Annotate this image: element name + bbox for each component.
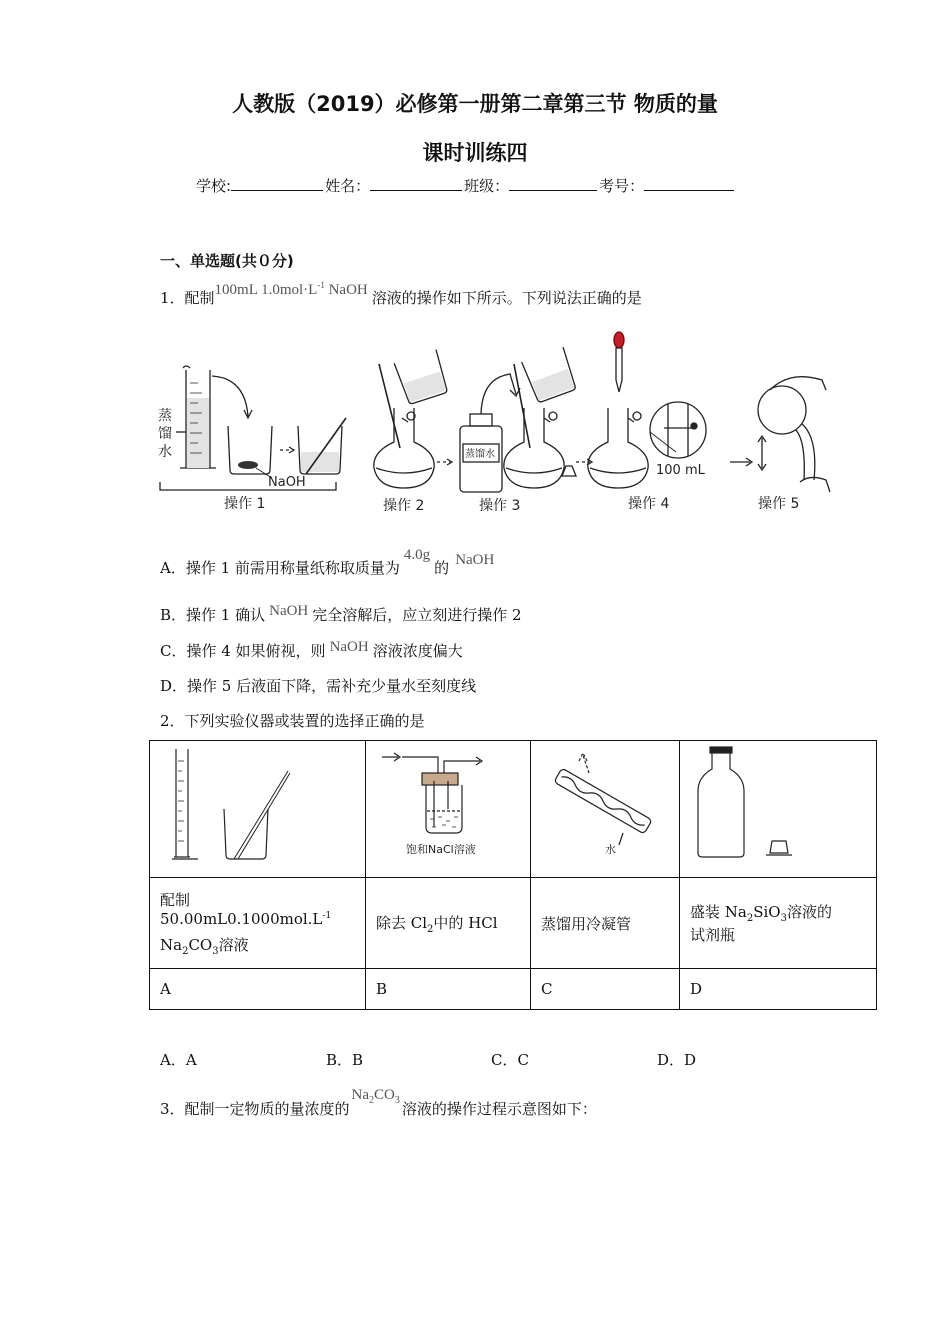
school-field[interactable] [231, 176, 323, 191]
q1-option-b[interactable]: B．操作 1 确认 NaOH 完全溶解后，应立刻进行操作 2 [160, 603, 522, 624]
section-heading: 一、单选题(共０分) [160, 252, 294, 270]
q2-choice-b[interactable]: B．B [326, 1051, 364, 1069]
number-label: 考号： [599, 177, 645, 195]
fig-water-label-1: 蒸 [158, 408, 172, 424]
fig-step-2: 操作 2 [383, 498, 425, 514]
document-title: 人教版（2019）必修第一册第二章第三节 物质的量 [232, 92, 718, 116]
q2-cell-a: 配制 $50.00mL0.1000mol.L^{-1}$ $Na_2CO_3$溶液 [150, 878, 366, 969]
q2-choice-c[interactable]: C．C [491, 1051, 529, 1069]
q2-image-d [680, 741, 877, 878]
q1-a-formula: NaOH [455, 552, 495, 568]
class-label: 班级： [464, 177, 510, 195]
question-1 [160, 280, 642, 308]
q2-label-b: B [366, 969, 531, 1010]
q1-procedure-figure [150, 328, 840, 523]
q2-c-caption: 水 [605, 843, 616, 856]
q2-image-a [150, 741, 366, 878]
fig-step-5: 操作 5 [758, 496, 800, 512]
q2-b-caption: 饱和NaCl溶液 [406, 843, 476, 856]
fig-bottle-label: 蒸馏水 [465, 449, 495, 460]
q1-a-mass: 4.0g [403, 547, 431, 563]
q2-cell-b: 除去 $Cl_2$中的 HCl [366, 878, 531, 969]
q2-choice-d[interactable]: D．D [657, 1051, 697, 1069]
fig-step-3: 操作 3 [479, 498, 521, 514]
fig-volume-label: 100 mL [656, 463, 705, 478]
fig-step-4: 操作 4 [628, 496, 670, 512]
q3-formula: $Na_2CO_3$ [351, 1087, 400, 1106]
q1-b-formula: NaOH [269, 603, 309, 619]
q1-option-a[interactable]: A．操作 1 前需用称量纸称取质量为4.0g的 NaOH [160, 547, 495, 577]
student-info-line [196, 175, 736, 196]
q2-cell-c: 蒸馏用冷凝管 [531, 878, 680, 969]
q2-label-c: C [531, 969, 680, 1010]
document-subtitle: 课时训练四 [422, 141, 528, 165]
q1-formula: 100mL $1.0mol\cdot L^{-1}$ NaOH [214, 280, 368, 298]
number-field[interactable] [644, 176, 734, 191]
q1-number: 1．配制 [160, 289, 215, 307]
q2-apparatus-table [149, 740, 877, 1010]
q1-c-formula: NaOH [329, 639, 369, 655]
school-label: 学校: [196, 177, 232, 195]
q2-label-d: D [680, 969, 877, 1010]
q2-choice-a[interactable]: A．A [160, 1051, 197, 1069]
q2-cell-d: 盛装 $Na_2SiO_3$溶液的 试剂瓶 [680, 878, 877, 969]
q1-option-d[interactable]: D．操作 5 后液面下降，需补充少量水至刻度线 [160, 677, 477, 695]
name-label: 姓名： [325, 177, 371, 195]
fig-water-label-3: 水 [158, 444, 172, 460]
question-2: 2．下列实验仪器或装置的选择正确的是 [160, 712, 425, 730]
q1-option-c[interactable]: C．操作 4 如果俯视，则 NaOH 溶液浓度偏大 [160, 639, 463, 660]
fig-water-label-2: 馏 [158, 426, 172, 442]
q2-image-b [366, 741, 531, 878]
q2-label-a: A [150, 969, 366, 1010]
fig-naoh-label: NaOH [268, 475, 306, 490]
fig-step-1: 操作 1 [224, 496, 266, 512]
question-3: 3．配制一定物质的量浓度的$Na_2CO_3$ 溶液的操作过程示意图如下： [160, 1087, 597, 1118]
q2-image-c [531, 741, 680, 878]
q1-text: 溶液的操作如下所示。下列说法正确的是 [371, 289, 642, 307]
class-field[interactable] [509, 176, 597, 191]
name-field[interactable] [370, 176, 462, 191]
